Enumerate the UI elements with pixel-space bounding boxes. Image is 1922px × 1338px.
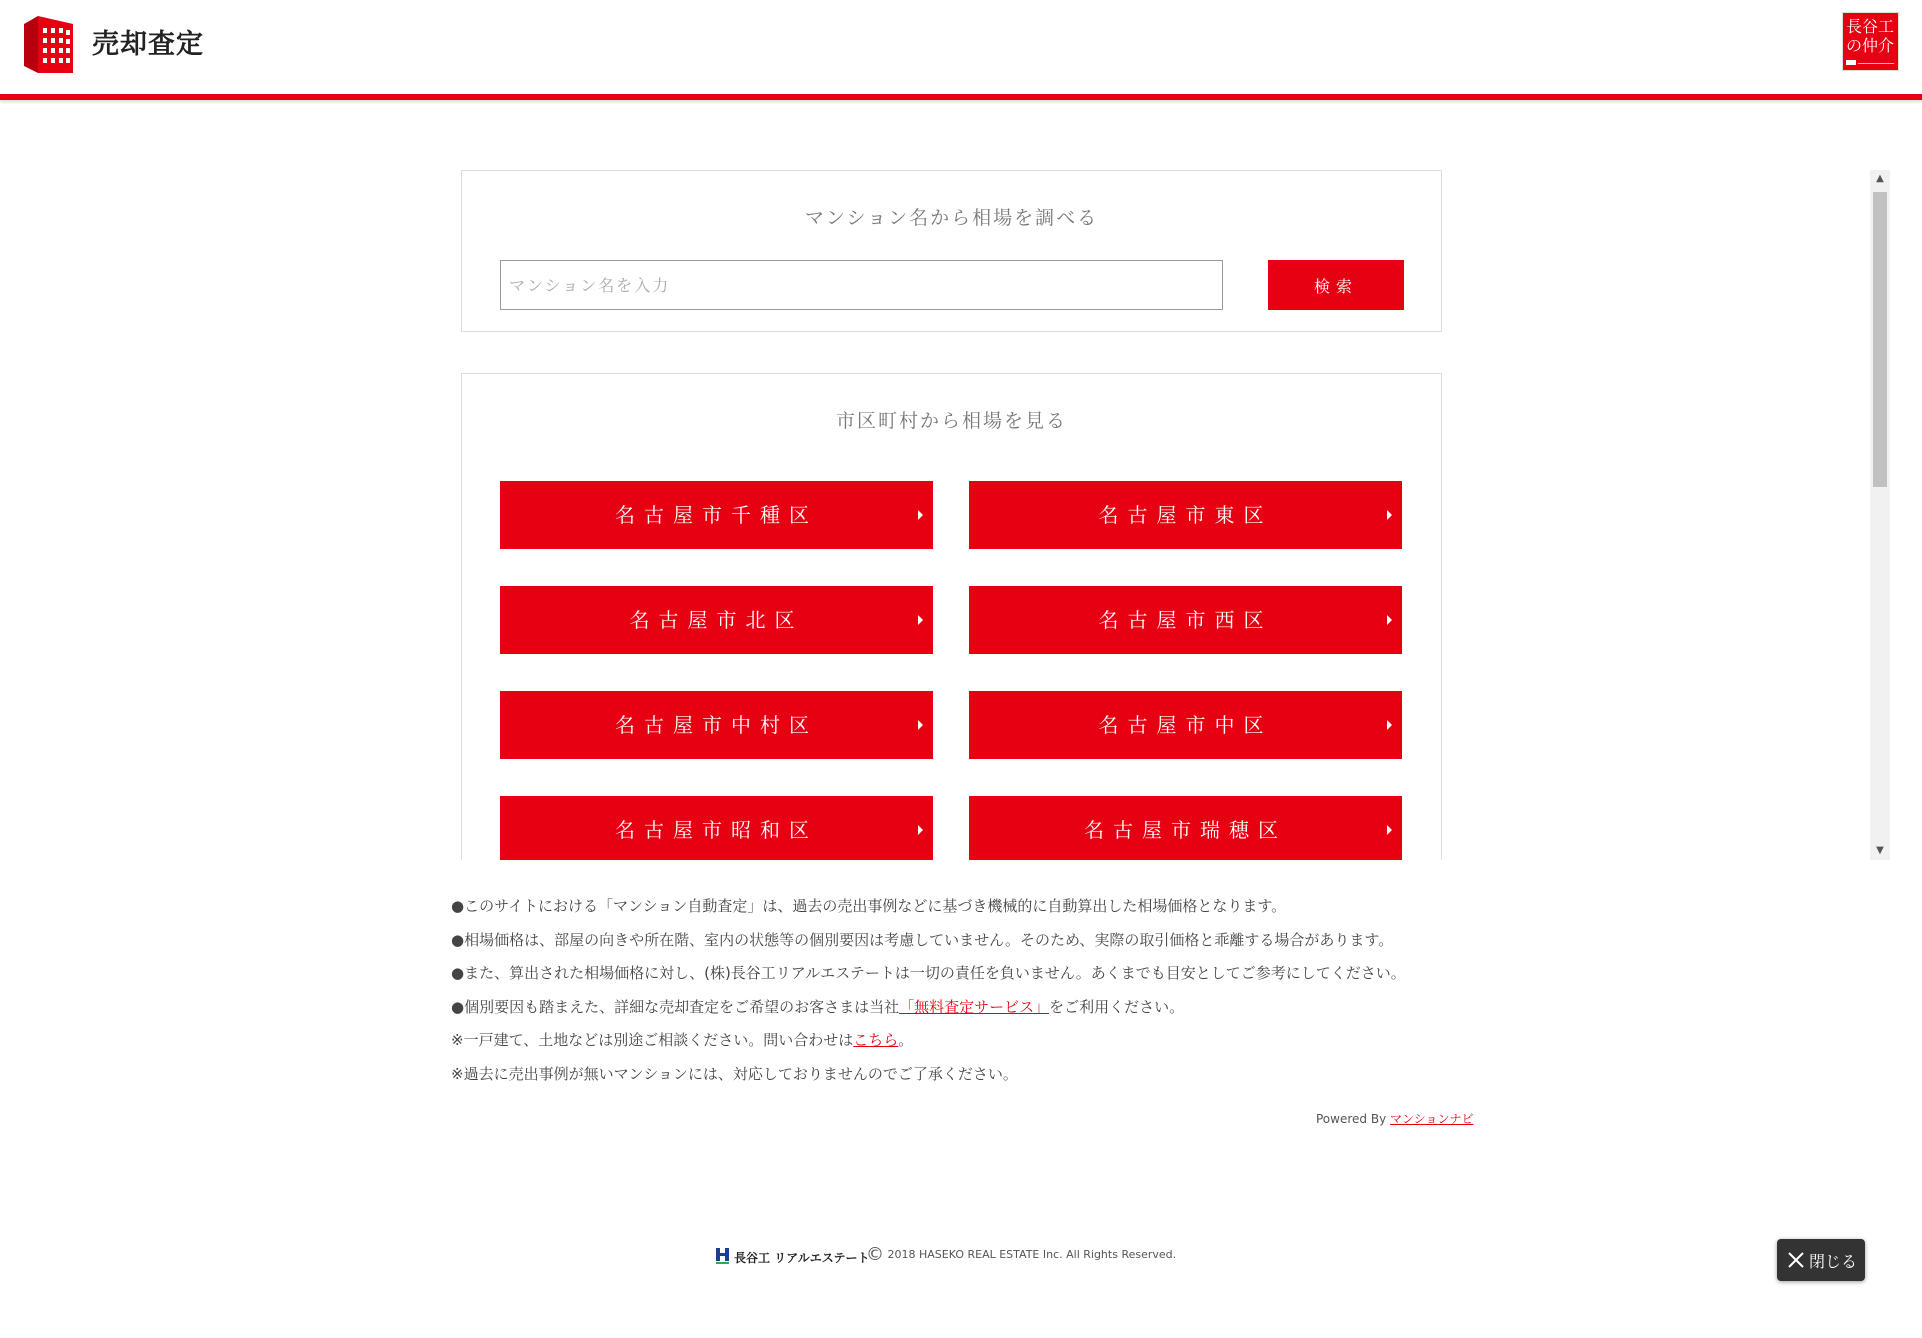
area-button-mizuho[interactable]: [969, 796, 1402, 860]
chevron-right-icon: [918, 825, 923, 835]
scroll-up-arrow-icon[interactable]: ▲: [1876, 173, 1884, 184]
brand-logo-badge[interactable]: [1843, 13, 1898, 70]
area-button-kita[interactable]: [500, 586, 933, 654]
site-title: 売却査定: [92, 29, 204, 60]
note-line: ※過去に売出事例が無いマンションには、対応しておりませんのでご了承ください。: [451, 1064, 1018, 1083]
free-appraisal-link[interactable]: 「無料査定サービス」: [899, 997, 1050, 1016]
mansion-navi-link[interactable]: マンションナビ: [1389, 1112, 1474, 1126]
area-button-label: 名古屋市千種区: [615, 503, 818, 527]
area-button-label: 名古屋市東区: [1098, 503, 1273, 527]
haseko-logo-icon: [716, 1248, 730, 1264]
chevron-right-icon: [918, 615, 923, 625]
area-button-label: 名古屋市中区: [1098, 713, 1273, 737]
mansion-search-panel: [461, 170, 1442, 332]
note-line: ●このサイトにおける「マンション自動査定」は、過去の売出事例などに基づき機械的に自動算出した相場価格となります。: [451, 897, 1287, 915]
brand-badge-mark: [1846, 60, 1856, 65]
scroll-thumb[interactable]: [1873, 192, 1887, 487]
area-panel: [461, 373, 1442, 860]
note-line: ●相場価格は、部屋の向きや所在階、室内の状態等の個別要因は考慮していません。そのため、実際の取引価格と乖離する場合があります。: [451, 930, 1394, 949]
close-button-label: 閉じる: [1809, 1252, 1858, 1271]
area-button-showa[interactable]: [500, 796, 933, 860]
powered-by: Powered By マンションナビ: [1316, 1112, 1474, 1126]
area-button-label: 名古屋市中村区: [615, 713, 818, 737]
frame-scrollbar[interactable]: [1870, 170, 1890, 860]
disclaimer-notes: [451, 890, 1501, 1091]
chevron-right-icon: [918, 510, 923, 520]
mansion-name-input[interactable]: [500, 260, 1223, 310]
scroll-down-arrow-icon[interactable]: ▼: [1876, 845, 1884, 856]
note-line: ●個別要因も踏まえた、詳細な売却査定をご希望のお客さまは当社「無料査定サービス」をご利用ください。: [451, 997, 1185, 1016]
area-button-naka[interactable]: [969, 691, 1402, 759]
area-heading: 市区町村から相場を見る: [835, 410, 1067, 432]
area-button-chikusa[interactable]: [500, 481, 933, 549]
note-line: ●また、算出された相場価格に対し、(株)長谷工リアルエステートは一切の責任を負いません。あくまでも目安としてご参考にしてください。: [451, 964, 1406, 982]
chevron-right-icon: [1387, 825, 1392, 835]
search-button[interactable]: 検索: [1268, 260, 1404, 310]
search-heading: マンション名から相場を調べる: [804, 207, 1099, 229]
area-button-label: 名古屋市西区: [1098, 608, 1273, 632]
chevron-right-icon: [1387, 720, 1392, 730]
site-header: [0, 0, 1922, 100]
copyright: © 2018 HASEKO REAL ESTATE Inc. All Rights Reserved.: [866, 1244, 1177, 1265]
search-frame: [0, 170, 1890, 860]
chevron-right-icon: [1387, 615, 1392, 625]
close-button[interactable]: [1777, 1239, 1865, 1281]
contact-link[interactable]: こちら: [853, 1031, 899, 1049]
area-button-higashi[interactable]: [969, 481, 1402, 549]
brand-badge-line-1: 長谷工: [1846, 17, 1895, 36]
note-line: ※一戸建て、土地などは別途ご相談ください。問い合わせはこちら。: [451, 1031, 914, 1049]
chevron-right-icon: [1387, 510, 1392, 520]
close-icon: [1787, 1251, 1805, 1269]
footer-company-name: 長谷工 リアルエステート: [734, 1251, 870, 1265]
area-button-label: 名古屋市北区: [629, 608, 804, 632]
building-logo-icon: [24, 16, 73, 73]
brand-badge-line-2: の仲介: [1846, 36, 1895, 55]
chevron-right-icon: [918, 720, 923, 730]
area-button-label: 名古屋市瑞穂区: [1084, 818, 1287, 842]
area-button-label: 名古屋市昭和区: [615, 818, 818, 842]
area-button-nishi[interactable]: [969, 586, 1402, 654]
area-button-nakamura[interactable]: [500, 691, 933, 759]
brand-badge-rule: [1858, 63, 1894, 64]
